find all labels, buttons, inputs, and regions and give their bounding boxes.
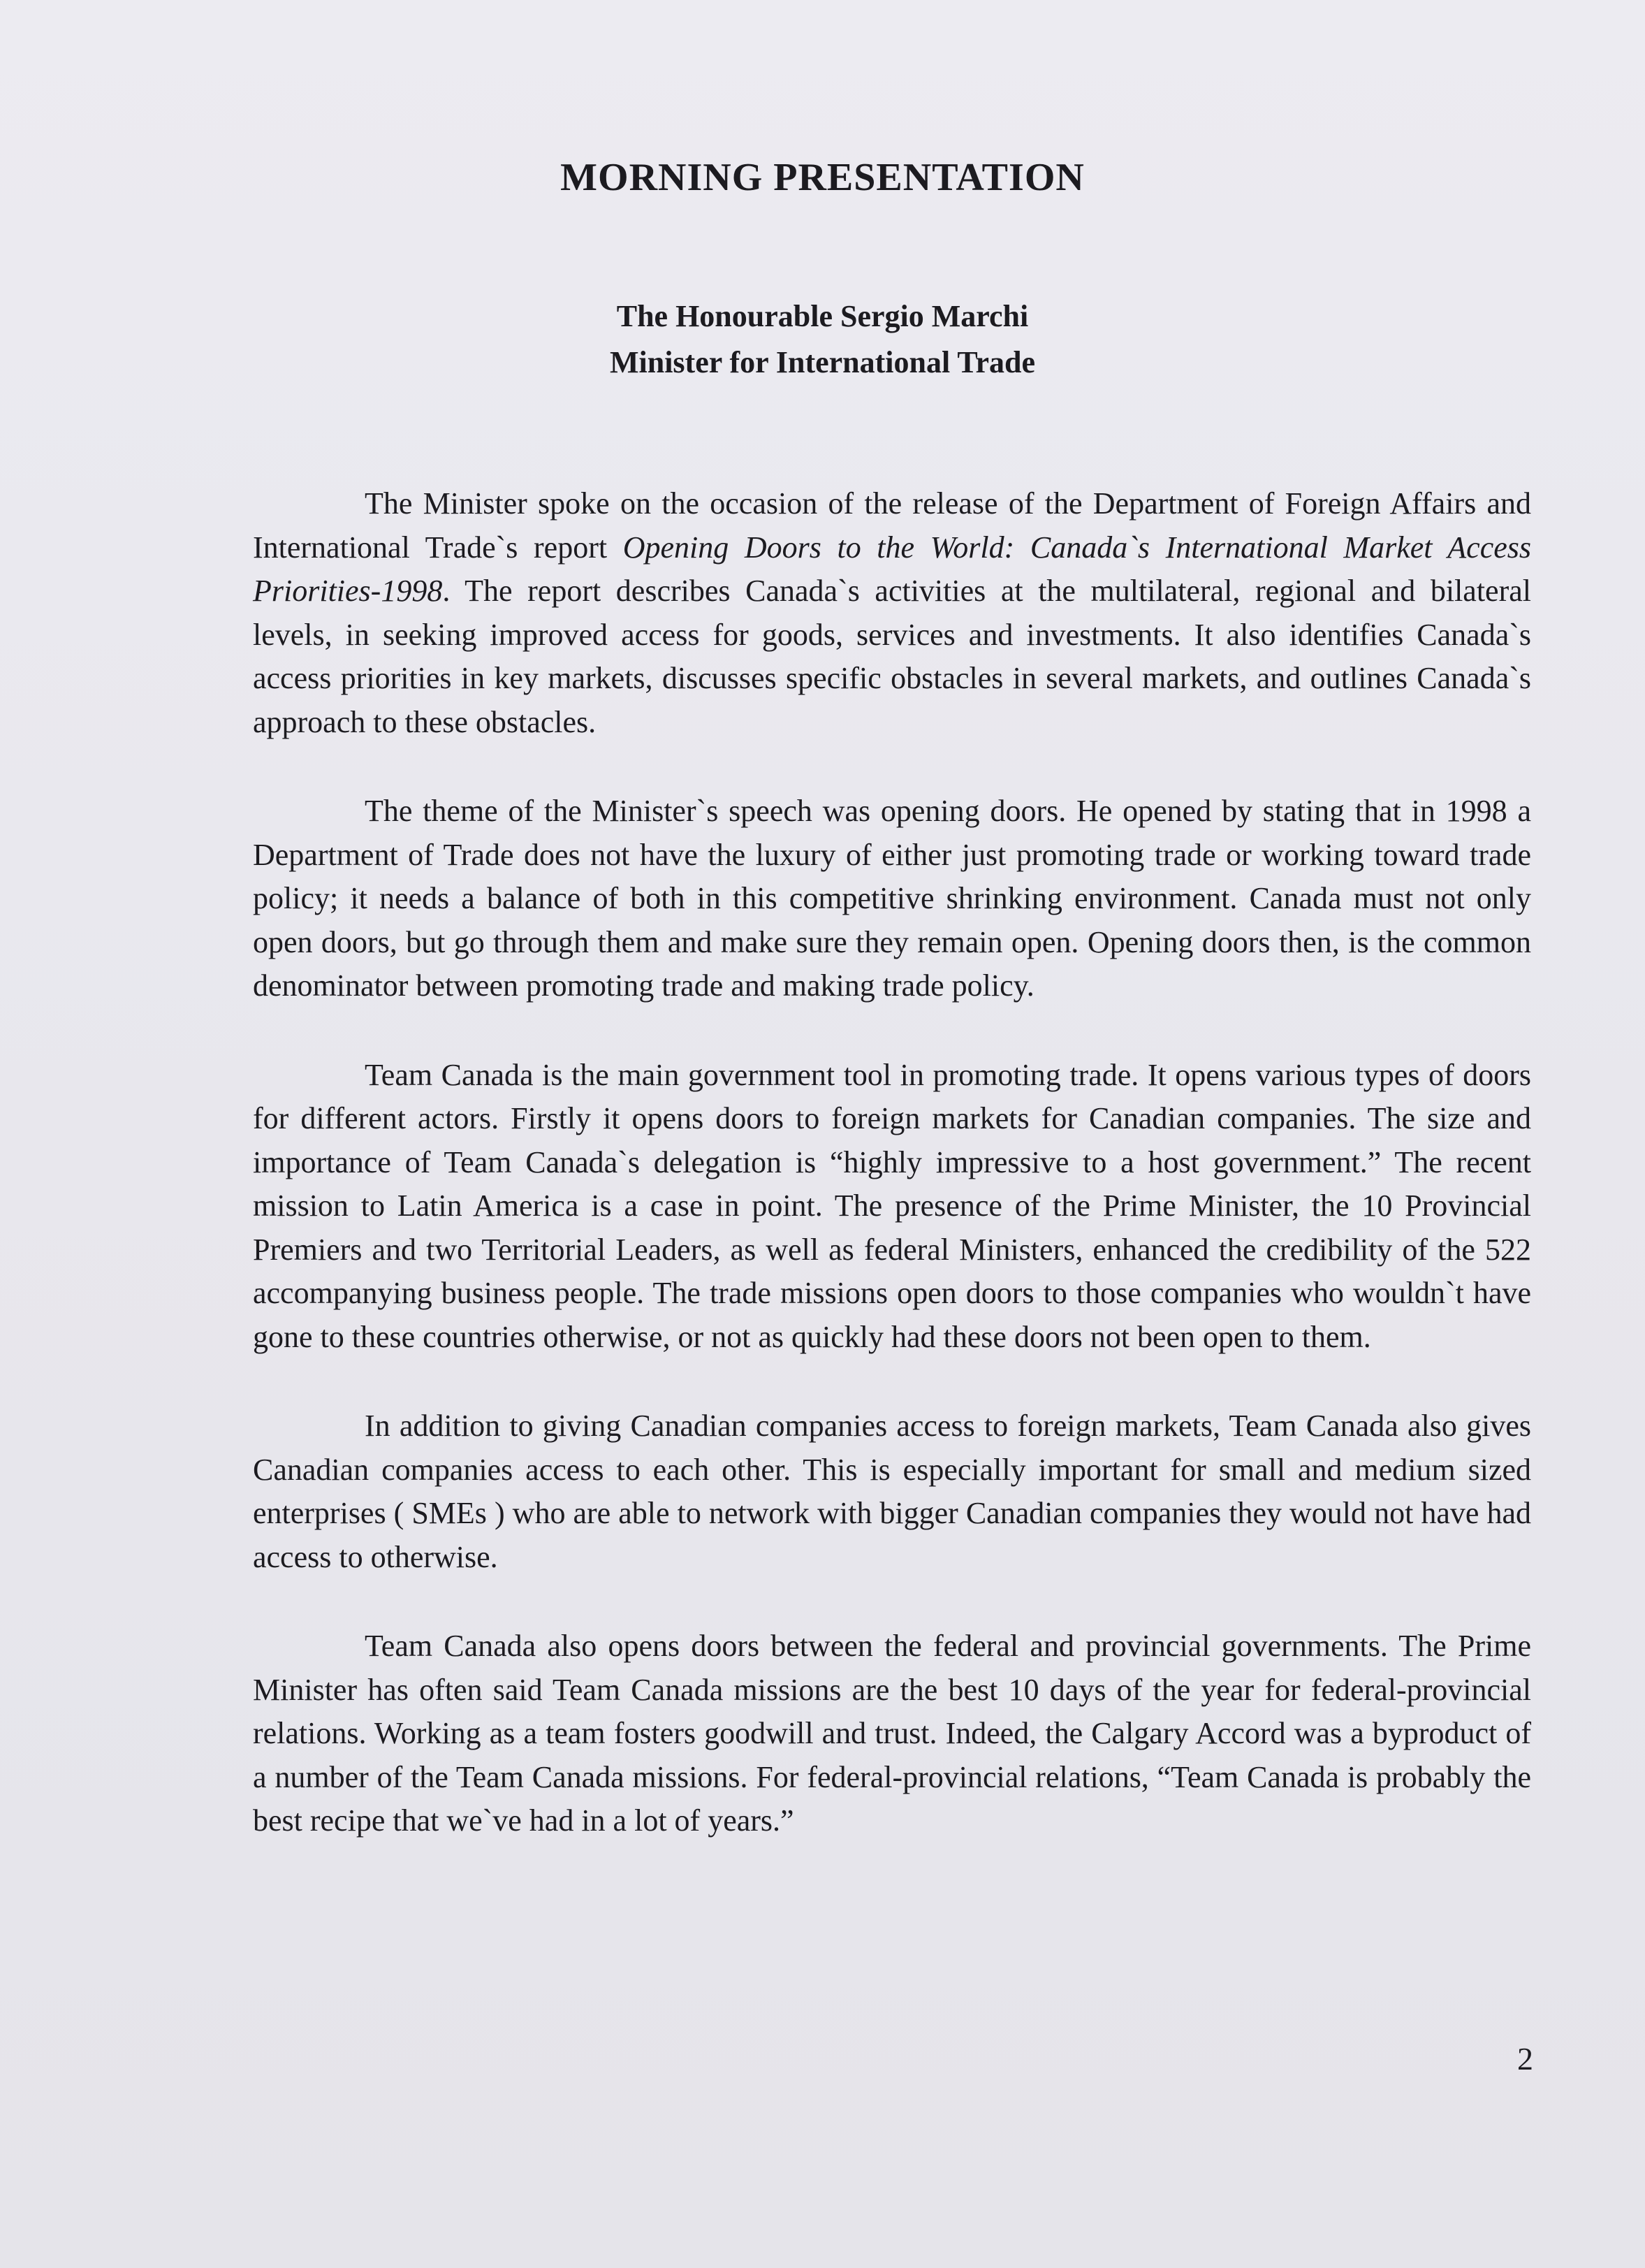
- paragraph-5: Team Canada also opens doors between the federal and provincial governments. The Prime Minister has often said Team Canada missions are the best 10 days of the year for federal-provincial relations. Working as a team fosters goodwill and trust. Indeed, the Calgary Accord was a byproduct of a number of the Team Canada missions. For federal-provincial relations, “Team Canada is probably the best recipe that we`ve had in a lot of years.”: [253, 1629, 1531, 1838]
- paragraph-1-text-end: . The report describes Canada`s activities at the multilateral, regional and bilateral levels, in seeking improved access for goods, services and investments. It also identifies Canada`s access priorities in key markets, discusses specific obstacles in several markets, and outlines Canada`s approach to these obstacles.: [253, 574, 1531, 739]
- paragraph-1-text-start: The Minister spoke on the occasion of the release of the Department of Foreign Affairs and International Trade`s report: [253, 486, 1531, 565]
- speaker-role: Minister for International Trade: [609, 345, 1036, 379]
- speaker-block: [0, 293, 1645, 386]
- page-number: 2: [1517, 2041, 1533, 2077]
- paragraph-1: [253, 482, 1531, 744]
- speaker-name: The Honourable Sergio Marchi: [616, 299, 1029, 333]
- paragraph-3: Team Canada is the main government tool in promoting trade. It opens various types of doors for different actors. Firstly it opens doors to foreign markets for Canadian companies. The size and importance of Team Canada`s delegation is “highly impressive to a host government.” The recent mission to Latin America is a case in point. The presence of the Prime Minister, the 10 Provincial Premiers and two Territorial Leaders, as well as federal Ministers, enhanced the credibility of the 522 accompanying business people. The trade missions open doors to those companies who wouldn`t have gone to these countries otherwise, or not as quickly had these doors not been open to them.: [253, 1057, 1531, 1354]
- report-title: Opening Doors to the World: Canada`s International Market Access Priorities-1998: [253, 530, 1531, 608]
- paragraph-2: The theme of the Minister`s speech was opening doors. He opened by stating that in 1998 a Department of Trade does not have the luxury of either just promoting trade or working toward trade policy; it needs a balance of both in this competitive shrinking environment. Canada must not only open doors, but go through them and make sure they remain open. Opening doors then, is the common denominator between promoting trade and making trade policy.: [253, 794, 1531, 1003]
- page-title: MORNING PRESENTATION: [560, 156, 1085, 199]
- body-text: [253, 482, 1531, 1889]
- paragraph-4: In addition to giving Canadian companies access to foreign markets, Team Canada also gives Canadian companies access to each other. This is especially important for small and medium sized enterprises ( SMEs ) who are able to network with bigger Canadian companies they would not have had access to otherwise.: [253, 1409, 1531, 1574]
